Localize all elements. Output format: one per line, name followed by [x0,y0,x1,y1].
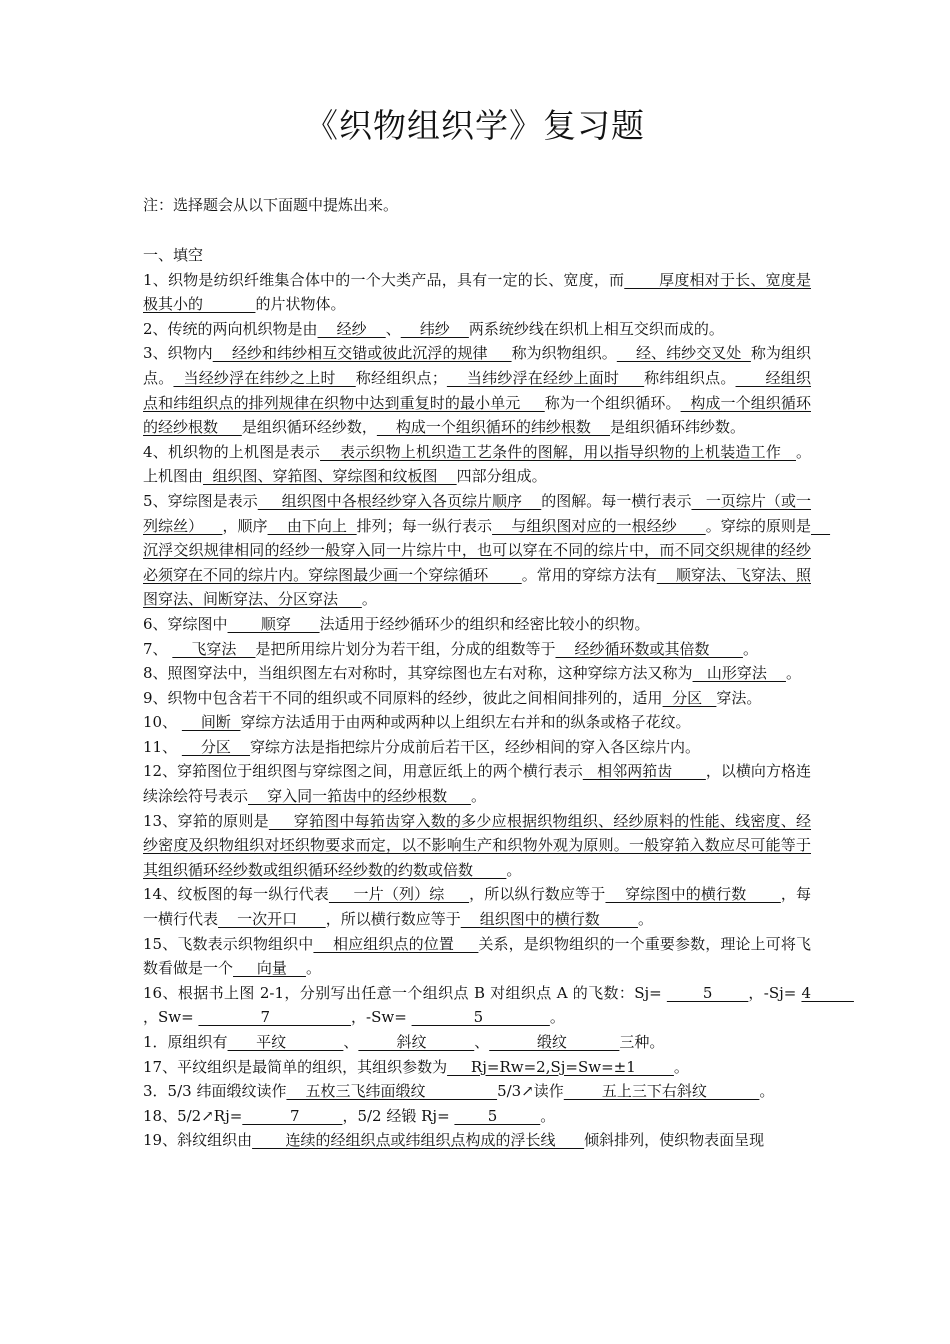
answer-blank: 一次开口 [218,910,326,929]
answer-blank: 经纱循环数或其倍数 [555,639,743,658]
question-text: 。 [506,860,522,879]
question-text: 15、飞数表示织物组织中 [143,934,314,953]
question-text: 。 [470,787,486,806]
question-text: 称纬组织点。 [644,368,736,387]
question-item [143,809,811,883]
answer-blank: 经组织点和纬组织点的排列规律在织物中达到重复时的最小单元 [143,368,811,412]
question-text: ，所以横行数应等于 [325,910,461,929]
question-text: ，-Sj= [748,983,802,1002]
question-text: 16、根据书上图 2-1，分别写出任意一个组织点 B 对组织点 A 的飞数：Sj= [143,983,667,1002]
question-text: 。 [759,1082,775,1101]
question-text: 19、斜纹组织由 [143,1131,253,1150]
question-text: ，Sw= [143,1008,199,1027]
question-text: 。上机图由 [143,442,811,486]
answer-blank: 组织图、穿筘图、穿综图和纹板图 [203,467,457,486]
answer-blank: 厚度相对于长、宽度是极其小的 [143,270,811,314]
question-text: 是把所用综片划分为若干组，分成的组数等于 [255,639,556,658]
answer-blank: 一片（列）综 [328,885,470,904]
question-text: ，5/2 经锻 Rj= [342,1106,455,1125]
question-text: 12、穿筘图位于组织图与穿综图之间，用意匠纸上的两个横行表示 [143,762,583,781]
question-text: 、 [385,319,401,338]
question-text: 、 [343,1033,359,1051]
question-text: 是组织循环纬纱数。 [610,418,746,437]
question-item [143,759,811,808]
answer-blank: 间断 [181,713,241,732]
note-line: 注：选择题会从以下面题中提炼出来。 [143,196,399,214]
question-text: 5/3↗读作 [497,1082,564,1101]
question-text: ，以横向方格连续涂绘符号表示 [143,762,811,806]
answer-blank: 沉浮交织规律相同的经纱一般穿入同一片综片中，也可以穿在不同的综片中，而不同交织规律的经纱必须穿在不同的综片内。穿综图最少画一个穿综循环 [143,516,831,584]
answer-blank: 分区 [662,688,717,707]
answer-blank: 7 [242,1106,343,1125]
question-text: 称经组织点； [355,368,447,387]
question-text: 是组织循环经纱数， [241,418,377,437]
question-text: ，-Sw= [351,1008,412,1027]
question-text: 1、织物是纺织纤维集合体中的一个大类产品，具有一定的长、宽度，而 [143,270,625,289]
question-text: 穿综方法是指把综片分成前后若干区，经纱相间的穿入各区综片内。 [250,737,701,756]
question-text: 1．原组织有 [143,1033,228,1051]
answer-blank: 5 [666,983,749,1002]
question-text: 6、穿综图中 [143,614,228,633]
question-text: 10、 [143,713,182,732]
question-text: 8、照图穿法中，当组织图左右对称时，其穿综图也左右对称，这种穿综方法又称为 [143,664,693,683]
page-title: 《织物组织学》复习题 [305,106,645,145]
question-text: 11、 [143,737,182,756]
question-text: 7、 [143,639,173,658]
answer-blank: 相应组织点的位置 [313,934,479,953]
question-item [143,735,811,760]
answer-blank: 穿筘图中每筘齿穿入数的多少应根据织物组织、经纱原料的性能、线密度、经纱密度及织物组织对坯织物要求而定，以不影响生产和织物外观为原则。一般穿筘入数应尽可能等于其组织循环经纱数或组织循环经纱数的约数或倍数 [143,811,811,879]
question-item [143,981,854,1030]
answer-blank: 组织图中的横行数 [460,910,638,929]
answer-blank: 构成一个组织循环的经纱根数 [143,393,811,437]
question-text: 的片状物体。 [255,295,346,314]
answer-blank: 分区 [181,737,251,756]
question-item [143,686,811,711]
question-item [143,268,811,317]
question-item [143,932,811,981]
question-text: 称为织物组织。 [511,344,617,363]
answer-blank: 连续的经组织点或纬组织点构成的浮长线 [252,1131,585,1150]
answer-blank: 平纹 [227,1033,344,1051]
answer-blank: 穿综图中的横行数 [605,885,781,904]
question-text: 。 [305,959,321,978]
answer-blank: 斜纹 [358,1033,475,1051]
answer-blank: 向量 [233,959,306,978]
answer-blank: 相邻两筘齿 [582,762,706,781]
question-text: ，所以纵行数应等于 [469,885,606,904]
answer-blank: 经纱 [317,319,386,338]
answer-blank: 山形穿法 [692,664,786,683]
question-text: 称为一个组织循环。 [544,393,681,412]
answer-blank: 五上三下右斜纹 [563,1082,760,1101]
answer-blank: 构成一个组织循环的纬纱根数 [376,418,611,437]
question-text: 。 [361,590,377,609]
question-text: 3．5/3 纬面缎纹读作 [143,1082,287,1101]
question-text: 。 [673,1057,689,1076]
question-text: 倾斜排列，使织物表面呈现 [584,1131,765,1150]
question-item [143,882,811,931]
question-text: 4、机织物的上机图是表示 [143,442,321,461]
answer-blank: 经纱和纬纱相互交错或彼此沉浮的规律 [212,344,512,363]
answer-blank: 7 [198,1008,352,1027]
question-text: ，顺序 [222,516,268,535]
answer-blank: 5 [411,1008,550,1027]
question-text: 14、纹板图的每一纵行代表 [143,885,329,904]
question-text: 。 [785,664,801,683]
question-text: 13、穿筘的原则是 [143,811,269,830]
question-text: 关系，是织物组织的一个重要参数，理论上可将飞数看做是一个 [143,934,811,978]
answer-blank: 一页综片（或一列综丝） [143,491,811,535]
answer-blank: 顺穿法、飞穿法、照图穿法、间断穿法、分区穿法 [143,565,811,609]
question-text: 法适用于经纱循环少的组织和经密比较小的织物。 [319,614,650,633]
question-text: 、 [474,1033,490,1051]
question-text: 。穿综的原则是 [705,516,811,535]
question-text: 穿法。 [716,688,762,707]
question-text: 称为组织点。 [143,344,811,387]
question-item [143,1104,811,1129]
question-item [143,489,831,612]
question-text: 18、5/2↗Rj= [143,1106,243,1125]
question-text: 排列；每一纵行表示 [356,516,493,535]
question-item [143,1079,811,1104]
question-text: 9、织物中包含若干不同的组织或不同原料的经纱，彼此之间相间排列的，适用 [143,688,663,707]
question-text: 穿综方法适用于由两种或两种以上组织左右并和的纵条或格子花纹。 [240,713,691,732]
answer-blank: 经、纬纱交叉处 [616,344,751,363]
question-text: 。 [742,639,758,658]
answer-blank: Rj=Rw=2,Sj=Sw=±1 [447,1057,674,1076]
question-item [143,1128,811,1153]
question-item [143,1030,811,1055]
question-item [143,661,811,686]
question-text: 3、织物内 [143,344,213,363]
answer-blank: 飞穿法 [172,639,256,658]
question-text: ，每一横行代表 [143,885,811,929]
answer-blank: 组织图中各根经纱穿入各页综片顺序 [257,491,542,510]
question-text: 。 [549,1008,565,1027]
answer-blank: 缎纹 [489,1033,620,1051]
question-text: 5、穿综图是表示 [143,491,258,510]
question-text: 的图解。每一横行表示 [541,491,692,510]
answer-blank: 纬纱 [400,319,469,338]
question-text: 17、平纹组织是最简单的组织，其组织参数为 [143,1057,448,1076]
question-text: 两系统纱线在织机上相互交织而成的。 [468,319,724,338]
question-item [143,317,811,342]
question-list [143,243,854,1153]
question-item [143,637,811,662]
question-item [143,710,811,735]
question-text: 。 [637,910,653,929]
question-text: 。 [540,1106,556,1125]
answer-blank: 当纬纱浮在经纱上面时 [446,368,645,387]
answer-blank: 与组织图对应的一根经纱 [492,516,706,535]
question-text: 。常用的穿综方法有 [521,565,657,584]
question-text: 三种。 [619,1033,665,1051]
answer-blank: 当经纱浮在纬纱之上时 [173,368,356,387]
question-item [143,612,811,637]
answer-blank: 表示织物上机织造工艺条件的图解，用以指导织物的上机装造工作 [320,442,796,461]
question-item [143,1055,811,1080]
answer-blank: 4 [801,983,854,1002]
answer-blank: 5 [454,1106,541,1125]
question-text: 2、传统的两向机织物是由 [143,319,318,338]
answer-blank: 穿入同一筘齿中的经纱根数 [248,787,471,806]
section-heading: 一、填空 [143,246,204,264]
answer-blank: 顺穿 [227,614,320,633]
question-text: 四部分组成。 [456,467,547,486]
answer-blank: 由下向上 [267,516,357,535]
question-item [143,440,811,489]
answer-blank: 五枚三飞纬面缎纹 [286,1082,498,1101]
question-item [143,341,811,439]
